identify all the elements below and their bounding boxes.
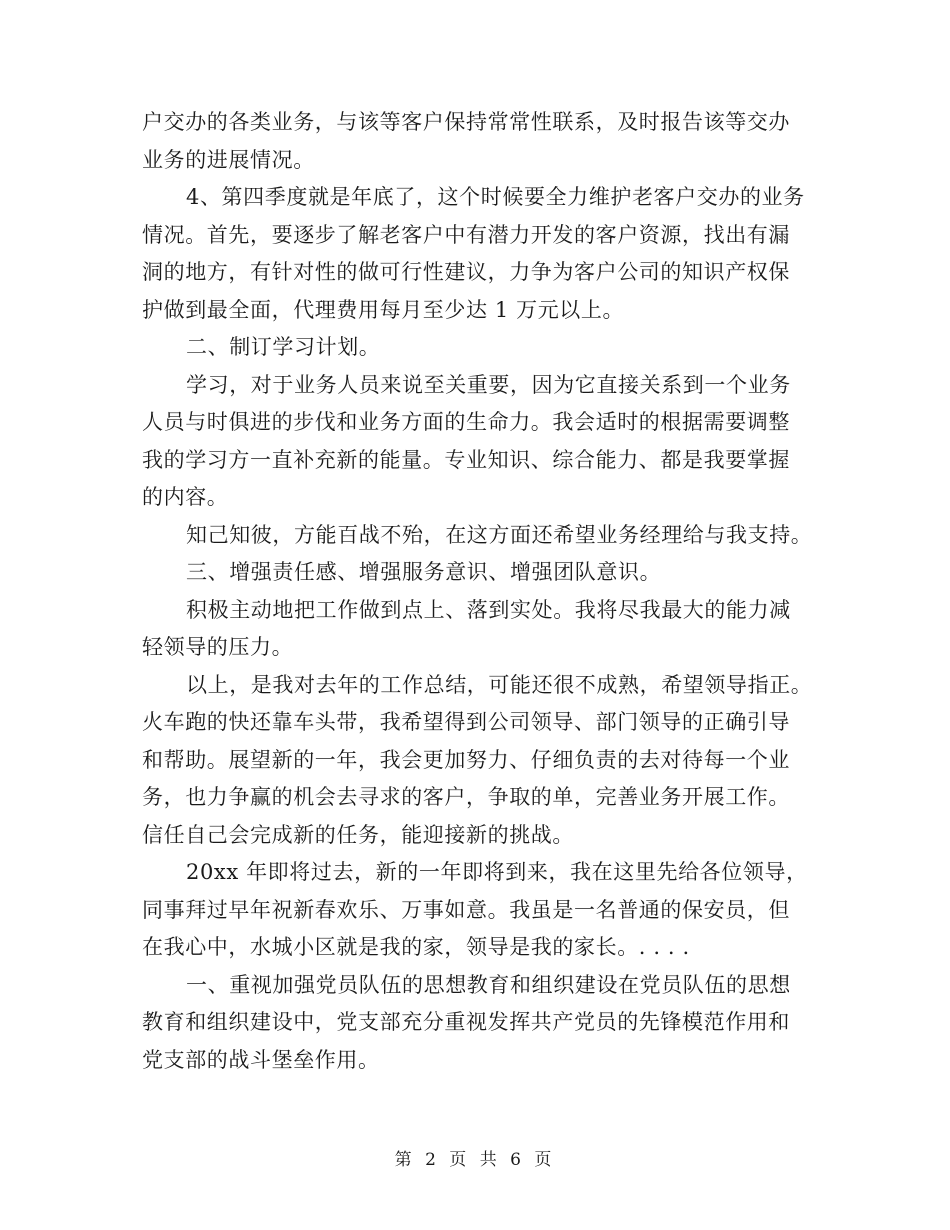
text-line: 务，也力争赢的机会去寻求的客户，争取的单，完善业务开展工作。 (142, 785, 790, 809)
text-line: 业务的进展情况。 (142, 147, 315, 172)
text-line: 党支部的战斗堡垒作用。 (142, 1047, 380, 1072)
text-line: 4、第四季度就是年底了，这个时候要全力维护老客户交办的业务 (186, 185, 805, 209)
text-line: 火车跑的快还靠车头带，我希望得到公司领导、部门领导的正确引导 (142, 710, 790, 734)
text-line: 积极主动地把工作做到点上、落到实处。我将尽我最大的能力减 (186, 597, 791, 622)
page-footer: 第 2 页 共 6 页 (394, 1150, 556, 1170)
text-line: 二、制订学习计划。 (186, 335, 381, 359)
text-line: 一、重视加强党员队伍的思想教育和组织建设在党员队伍的思想 (186, 972, 791, 997)
document-body (142, 104, 818, 1079)
text-line: 的内容。 (142, 485, 229, 509)
text-line: 我的学习方一直补充新的能量。专业知识、综合能力、都是我要掌握 (142, 447, 790, 472)
text-line: 学习，对于业务人员来说至关重要，因为它直接关系到一个业务 (186, 372, 791, 397)
text-line: 知己知彼，方能百战不殆，在这方面还希望业务经理给与我支持。 (186, 522, 813, 547)
text-line: 护做到最全面，代理费用每月至少达 1 万元以上。 (142, 297, 625, 322)
text-line: 户交办的各类业务，与该等客户保持常常性联系，及时报告该等交办 (142, 110, 790, 134)
text-line: 三、增强责任感、增强服务意识、增强团队意识。 (186, 560, 662, 584)
text-line: 情况。首先，要逐步了解老客户中有潜力开发的客户资源，找出有漏 (142, 222, 790, 247)
text-line: 同事拜过早年祝新春欢乐、万事如意。我虽是一名普通的保安员，但 (142, 897, 790, 922)
text-line: 在我心中，水城小区就是我的家，领导是我的家长。. . . . (142, 935, 690, 959)
text-line: 教育和组织建设中，党支部充分重视发挥共产党员的先锋模范作用和 (142, 1010, 790, 1034)
text-line: 轻领导的压力。 (142, 635, 294, 659)
text-line: 和帮助。展望新的一年，我会更加努力、仔细负责的去对待每一个业 (142, 747, 790, 772)
text-line: 以上，是我对去年的工作总结，可能还很不成熟，希望领导指正。 (186, 672, 813, 697)
text-line: 20xx 年即将过去，新的一年即将到来，我在这里先给各位领导， (186, 860, 808, 884)
text-line: 人员与时俱进的步伐和业务方面的生命力。我会适时的根据需要调整 (142, 410, 790, 434)
text-line: 洞的地方，有针对性的做可行性建议，力争为客户公司的知识产权保 (142, 260, 790, 284)
text-line: 信任自己会完成新的任务，能迎接新的挑战。 (142, 822, 574, 847)
